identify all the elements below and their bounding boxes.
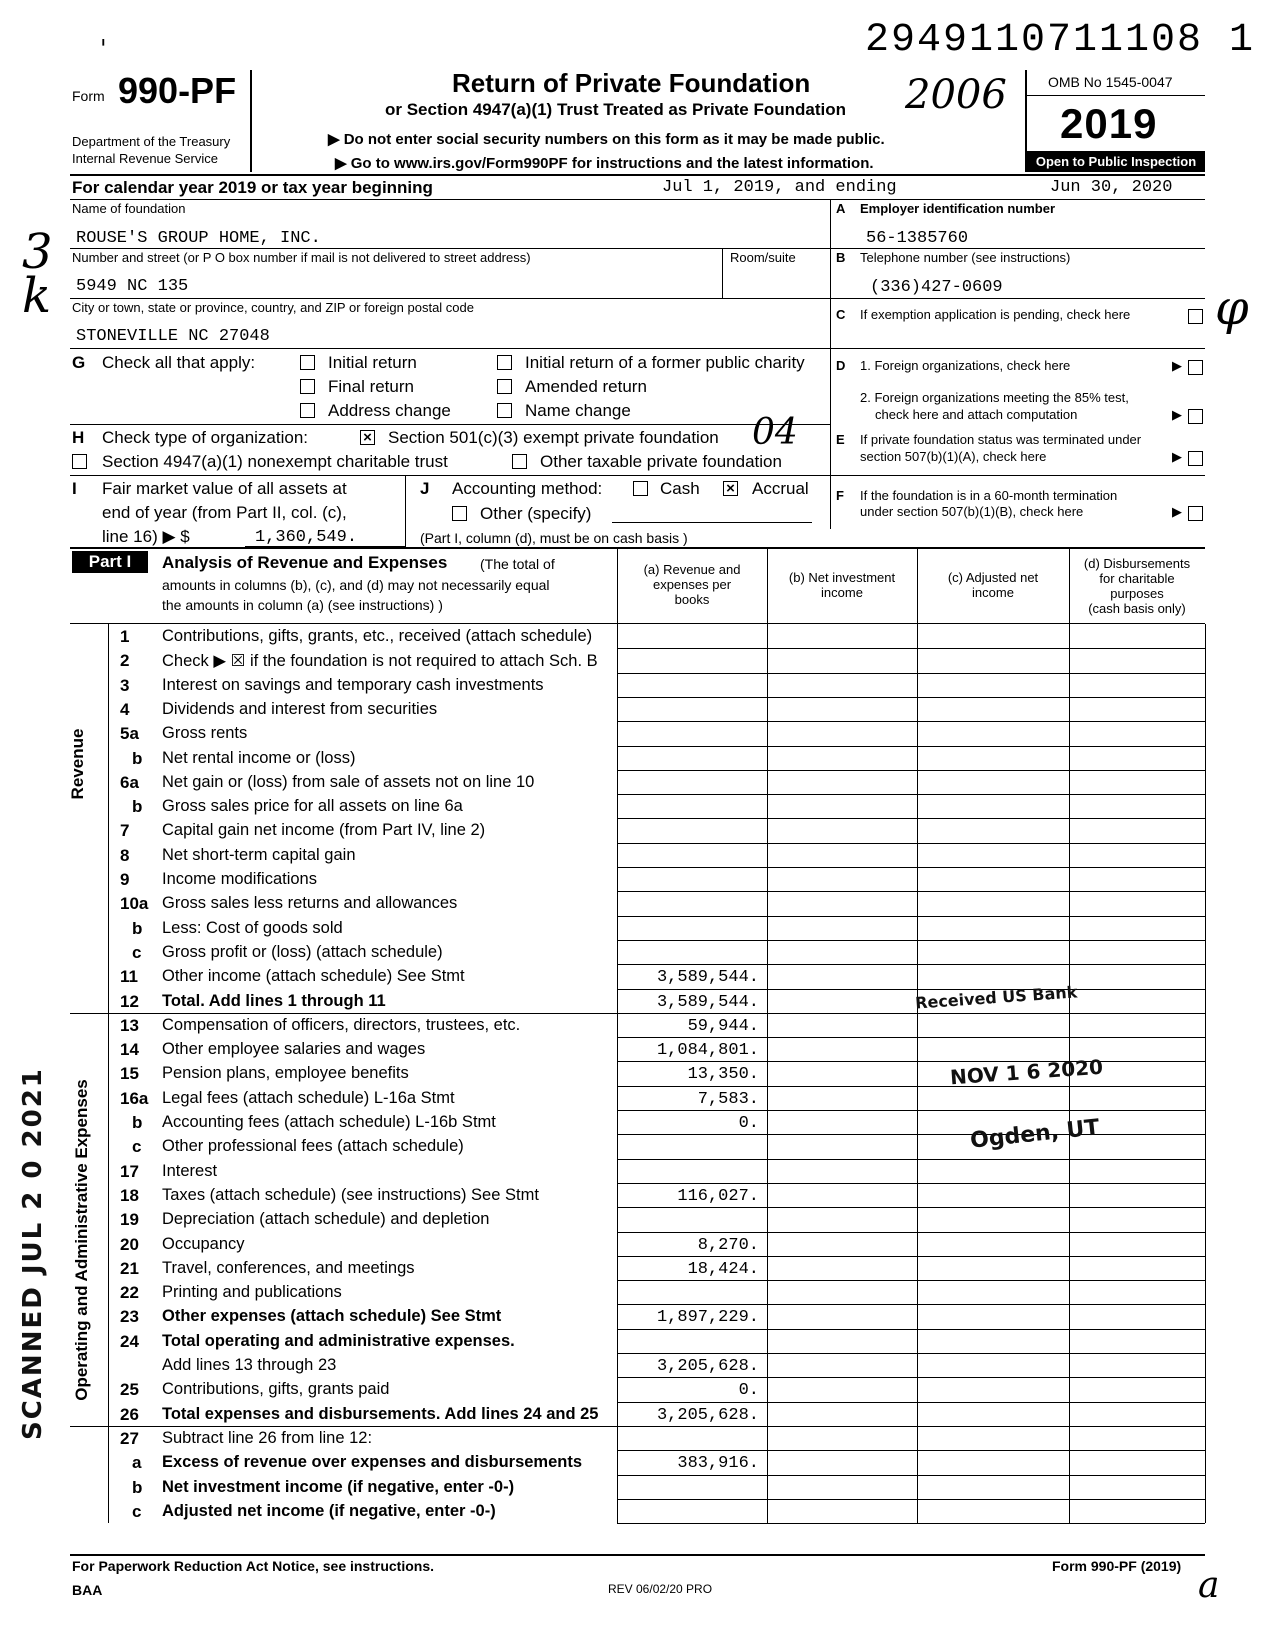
line-amount-col-a: 383,916. <box>677 1454 759 1474</box>
scanned-stamp: SCANNED JUL 2 0 2021 <box>18 1067 48 1440</box>
street-address: 5949 NC 135 <box>76 277 189 296</box>
line-label: Income modifications <box>162 870 317 888</box>
dept-line-2: Internal Revenue Service <box>72 151 218 166</box>
line-label: Legal fees (attach schedule) L-16a Stmt <box>162 1088 455 1107</box>
date-stamp: NOV 1 6 2020 <box>949 1054 1104 1090</box>
line-number: b <box>132 748 143 768</box>
ein-value: 56-1385760 <box>866 229 969 248</box>
line-number: 25 <box>120 1380 139 1400</box>
side-label-expenses: Operating and Administrative Expenses <box>72 1079 91 1401</box>
address-change-checkbox[interactable] <box>300 403 315 418</box>
accrual-label: Accrual <box>752 479 809 498</box>
ein-label: Employer identification number <box>860 201 1056 216</box>
line-label: Gross rents <box>162 724 248 743</box>
part1-tag: Part I <box>72 551 148 573</box>
name-change-checkbox[interactable] <box>497 403 512 418</box>
line-number: 3 <box>120 675 130 695</box>
line-amount-col-a: 7,583. <box>697 1089 759 1109</box>
line-label: Total expenses and disbursements. Add lines 24 and 25 <box>162 1404 599 1423</box>
col-b-header: (b) Net investment income <box>788 570 896 600</box>
line-number: b <box>132 1477 143 1497</box>
line-amount-col-a: 3,205,628. <box>656 1405 759 1425</box>
line-number: 19 <box>120 1210 139 1230</box>
line-number: 27 <box>120 1428 139 1448</box>
room-label: Room/suite <box>730 250 796 265</box>
form-word: Form <box>72 88 105 104</box>
sixty-month-label-1: If the foundation is in a 60-month termination <box>860 488 1118 503</box>
line-number: 1 <box>120 627 130 646</box>
exemption-label-letter: C <box>836 307 846 322</box>
line-number: 10a <box>120 894 149 914</box>
cash-basis-note: (Part I, column (d), must be on cash basis ) <box>420 530 688 546</box>
line-amount-col-a: 13,350. <box>687 1065 759 1085</box>
fmv-value: 1,360,549. <box>255 528 358 547</box>
terminated-label-2: section 507(b)(1)(A), check here <box>860 449 1047 464</box>
notice-ssn: ▶ Do not enter social security numbers on this form as it may be made public. <box>328 131 885 148</box>
terminated-label-letter: E <box>836 432 845 447</box>
cash-label: Cash <box>660 479 700 498</box>
line-label: Depreciation (attach schedule) and depletion <box>162 1210 490 1229</box>
tax-year-begin: Jul 1, 2019, and ending <box>662 178 897 197</box>
amended-return-label: Amended return <box>525 377 647 396</box>
name-change-label: Name change <box>525 401 631 420</box>
line-label: Compensation of officers, directors, trustees, etc. <box>162 1015 521 1034</box>
line-number: b <box>132 797 143 817</box>
part1-desc-2: amounts in columns (b), (c), and (d) may not necessarily equal <box>162 577 550 593</box>
section-g-letter: G <box>72 353 86 372</box>
line-label: Check ▶ ☒ if the foundation is not required to attach Sch. B <box>162 652 598 671</box>
other-method-checkbox[interactable] <box>452 506 467 521</box>
handwritten-a: a <box>1198 1565 1220 1606</box>
notice-website: ▶ Go to www.irs.gov/Form990PF for instructions and the latest information. <box>335 155 874 172</box>
line-number: 2 <box>120 651 130 671</box>
final-return-checkbox[interactable] <box>300 379 315 394</box>
section-g-label: Check all that apply: <box>102 353 256 372</box>
terminated-checkbox[interactable] <box>1188 451 1203 466</box>
501c3-checkbox[interactable]: × <box>360 430 375 445</box>
baa-label: BAA <box>72 1582 103 1598</box>
form-title: Return of Private Foundation <box>452 68 811 98</box>
ogden-stamp: Ogden, UT <box>969 1115 1101 1154</box>
line-number: b <box>132 918 143 938</box>
line-label: Excess of revenue over expenses and disbursements <box>162 1453 583 1472</box>
initial-former-charity-checkbox[interactable] <box>497 355 512 370</box>
line-number: 11 <box>120 967 138 987</box>
line-number: 24 <box>120 1331 139 1351</box>
line-number: 20 <box>120 1234 139 1254</box>
line-number: 18 <box>120 1185 139 1205</box>
line-label: Other professional fees (attach schedule) <box>162 1137 464 1156</box>
col-a-header: (a) Revenue and expenses per books <box>643 562 741 607</box>
line-amount-col-a: 0. <box>738 1381 759 1401</box>
line-label: Contributions, gifts, grants, etc., received (attach schedule) <box>162 627 593 645</box>
line-label: Occupancy <box>162 1234 245 1253</box>
line-label: Net short-term capital gain <box>162 845 356 864</box>
line-amount-col-a: 0. <box>738 1114 759 1133</box>
foreign-label-letter: D <box>836 358 846 373</box>
line-number: 6a <box>120 772 139 792</box>
line-label: Dividends and interest from securities <box>162 699 438 718</box>
fmv-label-3: line 16) ▶ $ <box>102 527 190 546</box>
street-label: Number and street (or P O box number if mail is not delivered to street address) <box>72 250 531 265</box>
line-label: Gross sales price for all assets on line 6a <box>162 797 463 816</box>
dept-line-1: Department of the Treasury <box>72 134 231 149</box>
tax-year-label: For calendar year 2019 or tax year beginning <box>72 178 433 197</box>
accrual-checkbox[interactable]: × <box>723 481 738 496</box>
part1-desc-1: (The total of <box>480 556 555 572</box>
amended-return-checkbox[interactable] <box>497 379 512 394</box>
cash-checkbox[interactable] <box>633 481 648 496</box>
line-number: 4 <box>120 699 130 719</box>
rev-label: REV 06/02/20 PRO <box>608 1582 713 1596</box>
line-label: Gross profit or (loss) (attach schedule) <box>162 942 443 961</box>
name-label: Name of foundation <box>72 201 186 216</box>
line-amount-col-a: 8,270. <box>697 1235 759 1255</box>
line-amount-col-a: 3,589,544. <box>656 968 759 988</box>
line-number: b <box>132 1113 143 1132</box>
line-number: 23 <box>120 1307 139 1327</box>
line-number: a <box>132 1453 142 1473</box>
line-label: Net investment income (if negative, enter -0-) <box>162 1477 515 1496</box>
other-taxable-checkbox[interactable] <box>512 454 527 469</box>
501c3-label: Section 501(c)(3) exempt private foundation <box>388 428 719 447</box>
line-number: 14 <box>120 1040 139 1060</box>
address-change-label: Address change <box>328 401 451 420</box>
foreign-org-label: 1. Foreign organizations, check here <box>860 358 1071 373</box>
line-amount-col-a: 1,897,229. <box>656 1308 759 1328</box>
line-number: 16a <box>120 1088 149 1108</box>
line-label: Capital gain net income (from Part IV, line 2) <box>162 821 486 840</box>
terminated-label-1: If private foundation status was terminated under <box>860 432 1142 447</box>
section-j-letter: J <box>420 479 430 498</box>
line-label: Net rental income or (loss) <box>162 748 356 767</box>
foundation-name: ROUSE'S GROUP HOME, INC. <box>76 229 321 248</box>
line-number: 13 <box>120 1015 139 1035</box>
line-amount-col-a: 116,027. <box>677 1186 759 1206</box>
foreign-org-checkbox[interactable] <box>1188 360 1203 375</box>
line-label: Other income (attach schedule) See Stmt <box>162 967 465 986</box>
final-return-label: Final return <box>328 377 414 396</box>
line-number: 12 <box>120 991 139 1011</box>
exemption-pending-checkbox[interactable] <box>1188 309 1203 324</box>
line-label: Total. Add lines 1 through 11 <box>162 991 386 1010</box>
scan-number: 2949110711108 1 <box>865 18 1256 63</box>
line-number: 17 <box>120 1161 139 1181</box>
line-label: Less: Cost of goods sold <box>162 918 343 937</box>
phone-value: (336)427-0609 <box>870 278 1003 297</box>
line-number: c <box>132 942 142 962</box>
initial-return-label: Initial return <box>328 353 417 372</box>
handwritten-year: 2006 <box>905 72 1007 118</box>
city-label: City or town, state or province, country, and ZIP or foreign postal code <box>72 300 474 315</box>
line-label: Interest <box>162 1161 218 1180</box>
line-label: Total operating and administrative expenses. <box>162 1331 515 1350</box>
foreign-85-label-1: 2. Foreign organizations meeting the 85% test, <box>860 390 1129 405</box>
line-amount-col-a: 18,424. <box>687 1259 759 1279</box>
line-label: Gross sales less returns and allowances <box>162 894 458 913</box>
line-label: Add lines 13 through 23 <box>162 1356 337 1374</box>
line-number: 9 <box>120 870 130 889</box>
section-i-letter: I <box>72 479 77 498</box>
line-number: 21 <box>120 1258 139 1278</box>
section-h-letter: H <box>72 428 85 447</box>
phone-label-letter: B <box>836 250 846 265</box>
4947-trust-checkbox[interactable] <box>72 454 87 469</box>
4947-trust-label: Section 4947(a)(1) nonexempt charitable trust <box>102 452 448 471</box>
line-label: Taxes (attach schedule) (see instructions) See Stmt <box>162 1185 539 1204</box>
line-label: Accounting fees (attach schedule) L-16b Stmt <box>162 1113 496 1131</box>
handwritten-04: 04 <box>752 412 798 453</box>
tax-year-end: Jun 30, 2020 <box>1050 178 1173 197</box>
line-label: Other expenses (attach schedule) See Stmt <box>162 1307 502 1326</box>
handwritten-3k: 3 k <box>22 224 53 324</box>
line-label: Pension plans, employee benefits <box>162 1064 409 1083</box>
tax-year-badge: 2019 <box>1060 100 1158 147</box>
sixty-month-label-letter: F <box>836 488 844 503</box>
fmv-label-2: end of year (from Part II, col. (c), <box>102 503 347 522</box>
exemption-pending-label: If exemption application is pending, check here <box>860 307 1131 322</box>
ein-label-letter: A <box>836 201 846 216</box>
line-number: c <box>132 1501 142 1521</box>
form-footer: Form 990-PF (2019) <box>1052 1558 1182 1574</box>
form-number: 990-PF <box>118 70 237 111</box>
form-subtitle: or Section 4947(a)(1) Trust Treated as Private Foundation <box>385 100 847 119</box>
omb-number: OMB No 1545-0047 <box>1048 74 1173 90</box>
fmv-label-1: Fair market value of all assets at <box>102 479 347 498</box>
city-state-zip: STONEVILLE NC 27048 <box>76 327 270 346</box>
line-amount-col-a: 3,589,544. <box>656 992 759 1012</box>
open-public-inspection: Open to Public Inspection <box>1027 151 1205 172</box>
line-number: 26 <box>120 1404 139 1424</box>
foreign-85-label-2: check here and attach computation <box>875 407 1078 422</box>
line-label: Travel, conferences, and meetings <box>162 1258 415 1277</box>
sixty-month-label-2: under section 507(b)(1)(B), check here <box>860 504 1084 519</box>
line-label: Subtract line 26 from line 12: <box>162 1428 373 1447</box>
line-number: 5a <box>120 724 139 744</box>
section-h-label: Check type of organization: <box>102 428 309 447</box>
phone-label: Telephone number (see instructions) <box>860 250 1071 265</box>
sixty-month-checkbox[interactable] <box>1188 506 1203 521</box>
line-amount-col-a: 1,084,801. <box>656 1041 759 1061</box>
col-d-header: (d) Disbursements for charitable purposes (cash basis only) <box>1083 556 1191 616</box>
handwritten-mark: ' <box>100 35 107 63</box>
line-number: c <box>132 1137 142 1157</box>
line-label: Contributions, gifts, grants paid <box>162 1380 390 1399</box>
part1-desc-3: the amounts in column (a) (see instructions) ) <box>162 597 443 613</box>
initial-former-charity-label: Initial return of a former public charity <box>525 353 805 372</box>
line-label: Interest on savings and temporary cash investments <box>162 675 544 694</box>
handwritten-mark-right: φ <box>1215 280 1249 336</box>
line-amount-col-a: 3,205,628. <box>656 1357 759 1376</box>
line-label: Adjusted net income (if negative, enter -0-) <box>162 1501 496 1520</box>
line-label: Net gain or (loss) from sale of assets not on line 10 <box>162 772 535 791</box>
line-number: 7 <box>120 821 130 841</box>
line-number: 22 <box>120 1283 139 1303</box>
initial-return-checkbox[interactable] <box>300 355 315 370</box>
line-label: Other employee salaries and wages <box>162 1040 426 1059</box>
other-method-label: Other (specify) <box>480 504 592 523</box>
line-label: Printing and publications <box>162 1283 342 1302</box>
part1-title: Analysis of Revenue and Expenses <box>162 553 448 572</box>
side-label-revenue: Revenue <box>68 728 87 800</box>
accounting-method-label: Accounting method: <box>452 479 603 498</box>
pra-notice: For Paperwork Reduction Act Notice, see instructions. <box>72 1558 434 1574</box>
foreign-85-checkbox[interactable] <box>1188 409 1203 424</box>
other-taxable-label: Other taxable private foundation <box>540 452 782 471</box>
received-stamp: Received US Bank <box>914 982 1078 1013</box>
col-c-header: (c) Adjusted net income <box>947 570 1039 600</box>
line-number: 15 <box>120 1064 139 1084</box>
line-amount-col-a: 59,944. <box>687 1016 759 1036</box>
line-number: 8 <box>120 845 130 865</box>
